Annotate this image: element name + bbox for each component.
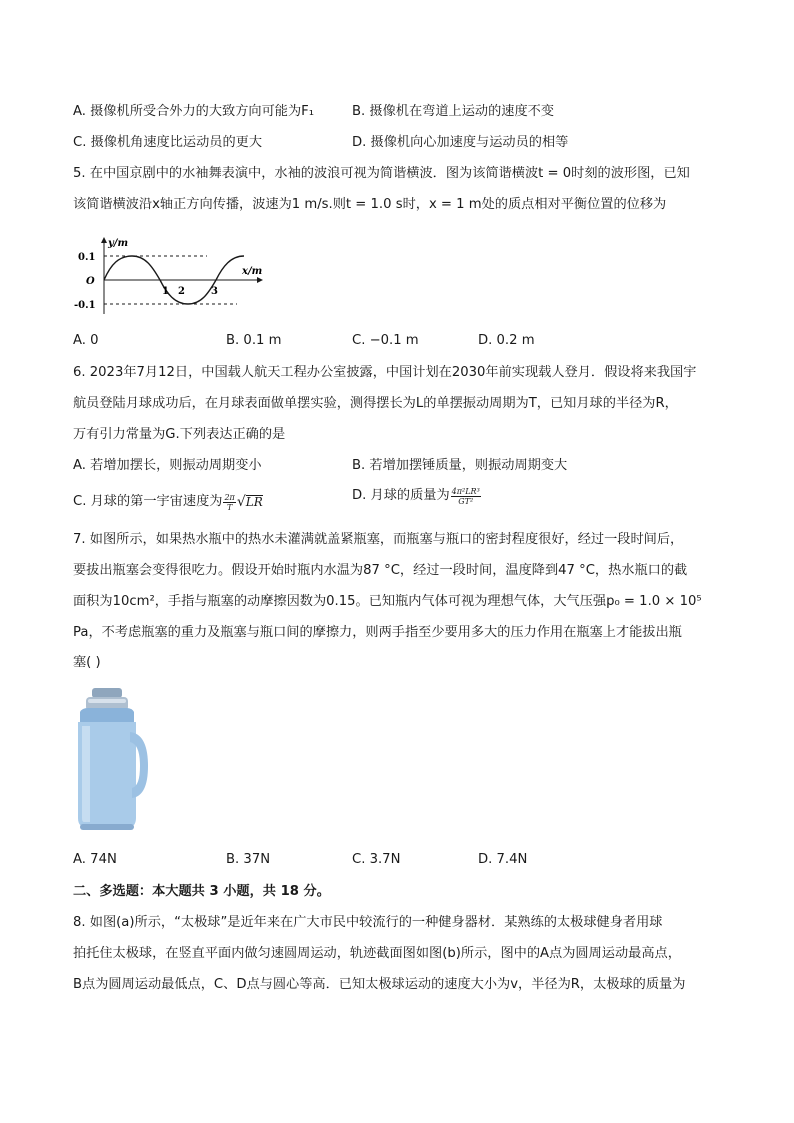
q4-option-d: D. 摄像机向心加速度与运动员的相等	[352, 135, 569, 150]
wave-y-top: 0.1	[78, 252, 96, 263]
wave-graph	[72, 232, 267, 317]
q5-option-a: A. 0	[73, 333, 99, 348]
q6-stem-line3: 万有引力常量为G.下列表达正确的是	[73, 427, 286, 442]
q7-option-d: D. 7.4N	[478, 852, 528, 867]
q6-option-d	[352, 486, 482, 506]
q8-stem-line1: 8. 如图(a)所示，“太极球”是近年来在广大市民中较流行的一种健身器材．某熟练的太极球健身者用球	[73, 915, 663, 930]
q6-option-c-denominator: T	[226, 502, 233, 512]
q6-option-d-denominator: GT²	[458, 496, 474, 506]
q7-option-a: A. 74N	[73, 852, 117, 867]
q6-stem-line1: 6. 2023年7月12日，中国载人航天工程办公室披露，中国计划在2030年前实现载人登月．假设将来我国宇	[73, 365, 697, 380]
q5-stem-line1: 5. 在中国京剧中的水袖舞表演中，水袖的波浪可视为简谐横波．图为该简谐横波t = 0时刻的波形图，已知	[73, 166, 690, 181]
q4-option-b: B. 摄像机在弯道上运动的速度不变	[352, 104, 555, 119]
wave-x-tick-3: 3	[211, 286, 218, 297]
q6-option-c-prefix: C. 月球的第一宇宙速度为	[73, 494, 223, 509]
q6-option-c-radicand: LR	[245, 495, 263, 509]
q7-stem-line2: 要拔出瓶塞会变得很吃力。假设开始时瓶内水温为87 °C，经过一段时间，温度降到47 °C，热水瓶口的截	[73, 563, 688, 578]
q7-stem-line3: 面积为10cm²，手指与瓶塞的动摩擦因数为0.15。已知瓶内气体可视为理想气体，大气压强p₀ = 1.0 × 10⁵	[73, 594, 702, 609]
wave-origin: O	[86, 276, 95, 287]
thermos-bottle-image	[72, 686, 152, 832]
section-heading-multiple-choice: 二、多选题：本大题共 3 小题，共 18 分。	[73, 884, 330, 899]
bottle-shoulder	[80, 708, 134, 722]
q8-stem-line2: 拍托住太极球，在竖直平面内做匀速圆周运动，轨迹截面图如图(b)所示，图中的A点为圆周运动最高点，	[73, 946, 681, 961]
q5-option-b: B. 0.1 m	[226, 333, 282, 348]
q6-option-c-fraction	[223, 493, 235, 512]
q4-option-c: C. 摄像机角速度比运动员的更大	[73, 135, 263, 150]
q6-stem-line2: 航员登陆月球成功后，在月球表面做单摆实验，测得摆长为L的单摆振动周期为T，已知月球的半径为R，	[73, 396, 678, 411]
q6-option-b: B. 若增加摆锤质量，则振动周期变大	[352, 458, 568, 473]
q6-option-c	[73, 492, 263, 512]
q8-stem-line3: B点为圆周运动最低点，C、D点与圆心等高．已知太极球运动的速度大小为v，半径为R，太极球的质量为	[73, 977, 686, 992]
wave-x-tick-2: 2	[178, 286, 185, 297]
q7-option-c: C. 3.7N	[352, 852, 401, 867]
q5-option-c: C. −0.1 m	[352, 333, 419, 348]
q6-option-d-fraction	[451, 487, 481, 506]
bottle-lid	[92, 688, 122, 698]
q6-option-a: A. 若增加摆长，则振动周期变小	[73, 458, 262, 473]
q7-stem-line1: 7. 如图所示，如果热水瓶中的热水未灌满就盖紧瓶塞，而瓶塞与瓶口的密封程度很好，经过一段时间后，	[73, 532, 684, 547]
wave-y-bottom: -0.1	[74, 300, 96, 311]
wave-y-label: y/m	[108, 238, 129, 249]
wave-curve-right	[216, 280, 237, 304]
q6-option-d-prefix: D. 月球的质量为	[352, 488, 450, 503]
wave-x-tick-1: 1	[162, 286, 169, 297]
q7-stem-line4: Pa，不考虑瓶塞的重力及瓶塞与瓶口间的摩擦力，则两手指至少要用多大的压力作用在瓶塞上才能拔出瓶	[73, 625, 682, 640]
q6-option-c-numerator: 2π	[224, 492, 235, 502]
sqrt-symbol: √	[236, 494, 246, 510]
q6-option-d-numerator: 4π²LR³	[451, 486, 480, 496]
q7-stem-line5: 塞( )	[73, 655, 101, 670]
bottle-base	[80, 824, 134, 830]
wave-x-label: x/m	[242, 266, 263, 277]
q7-option-b: B. 37N	[226, 852, 271, 867]
q4-option-a: A. 摄像机所受合外力的大致方向可能为F₁	[73, 104, 315, 119]
q5-stem-line2: 该简谐横波沿x轴正方向传播，波速为1 m/s.则t = 1.0 s时，x = 1 m处的质点相对平衡位置的位移为	[73, 197, 667, 212]
q5-option-d: D. 0.2 m	[478, 333, 535, 348]
